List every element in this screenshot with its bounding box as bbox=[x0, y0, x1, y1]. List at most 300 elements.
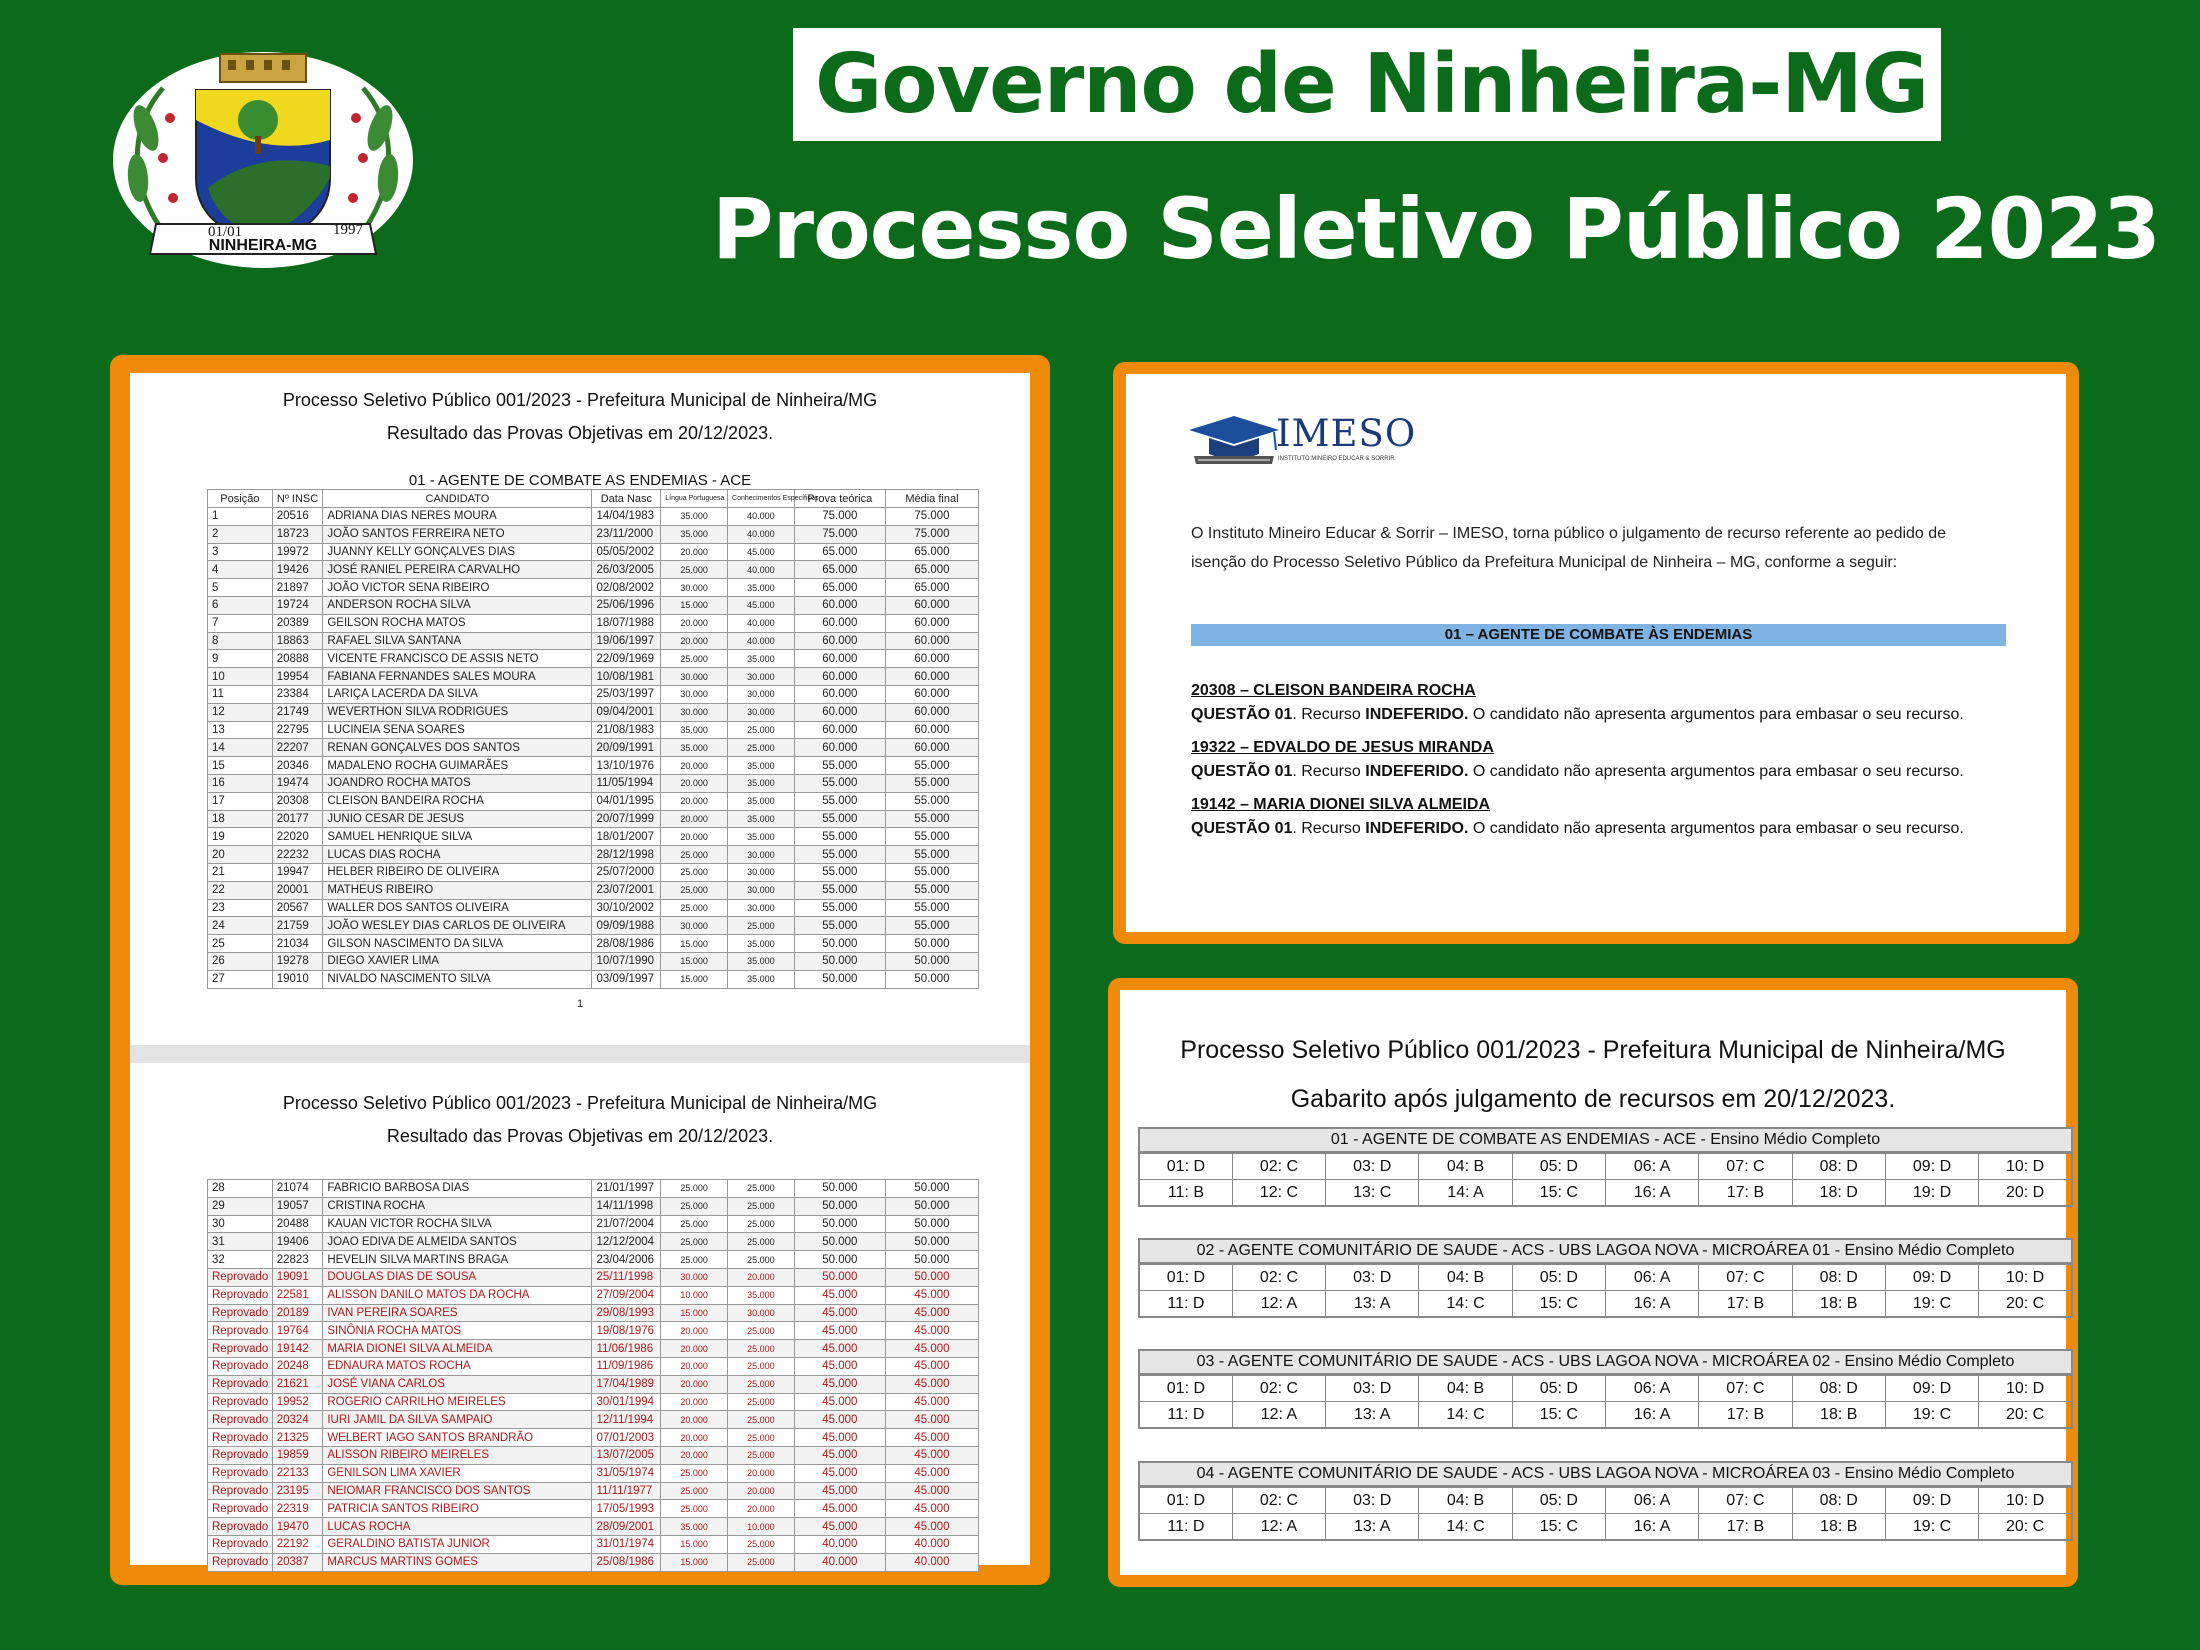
table-row bbox=[208, 508, 979, 526]
table-cell: 19426 bbox=[272, 561, 323, 579]
recurso-candidate: 19322 – EDVALDO DE JESUS MIRANDA bbox=[1191, 739, 1494, 756]
table-cell: 45.000 bbox=[885, 1286, 978, 1304]
table-cell: 2 bbox=[208, 525, 273, 543]
table-cell: 19406 bbox=[272, 1233, 323, 1251]
gabarito-row bbox=[1139, 1488, 2072, 1514]
table-cell: Reprovado bbox=[208, 1535, 273, 1553]
table-cell: 40.000 bbox=[885, 1553, 978, 1571]
recurso-candidate: 20308 – CLEISON BANDEIRA ROCHA bbox=[1191, 682, 1476, 699]
table-cell: ANDERSON ROCHA SILVA bbox=[323, 596, 592, 614]
table-cell: 04/01/1995 bbox=[592, 792, 661, 810]
table-cell: 45.000 bbox=[885, 1411, 978, 1429]
table-cell: 17/04/1989 bbox=[592, 1375, 661, 1393]
table-cell: 20.000 bbox=[661, 774, 728, 792]
table-row bbox=[208, 899, 979, 917]
table-cell: 50.000 bbox=[794, 1268, 885, 1286]
table-cell: JOSÉ VIANA CARLOS bbox=[323, 1375, 592, 1393]
table-cell: 22/09/1969 bbox=[592, 650, 661, 668]
table-cell: 35.000 bbox=[728, 952, 795, 970]
table-cell: 25.000 bbox=[728, 1446, 795, 1464]
table-cell: 65.000 bbox=[794, 561, 885, 579]
gabarito-answer: 18: B bbox=[1792, 1291, 1885, 1318]
table-cell: 25.000 bbox=[728, 1393, 795, 1411]
recurso-item bbox=[1191, 682, 2001, 725]
table-cell: 45.000 bbox=[794, 1375, 885, 1393]
table-cell: 20888 bbox=[272, 650, 323, 668]
table-cell: Reprovado bbox=[208, 1411, 273, 1429]
gabarito-answer: 12: A bbox=[1232, 1291, 1325, 1318]
table-row bbox=[208, 1304, 979, 1322]
table-cell: 30.000 bbox=[728, 668, 795, 686]
table-cell: 45.000 bbox=[794, 1340, 885, 1358]
table-cell: 20189 bbox=[272, 1304, 323, 1322]
table-row bbox=[208, 774, 979, 792]
gabarito-answer: 07: C bbox=[1699, 1154, 1792, 1180]
gabarito-row bbox=[1139, 1402, 2072, 1429]
table-cell: 07/01/2003 bbox=[592, 1429, 661, 1447]
table-cell: 22319 bbox=[272, 1500, 323, 1518]
table-cell: 25.000 bbox=[661, 1215, 728, 1233]
table-row bbox=[208, 828, 979, 846]
table-cell: 20.000 bbox=[661, 1429, 728, 1447]
table-cell: 19764 bbox=[272, 1322, 323, 1340]
gabarito-answer: 20: C bbox=[1979, 1514, 2072, 1541]
table-cell: 18863 bbox=[272, 632, 323, 650]
recurso-text-a: . Recurso bbox=[1292, 763, 1366, 780]
table-cell: 50.000 bbox=[885, 952, 978, 970]
results-page-2 bbox=[130, 1063, 1030, 1569]
table-cell: 55.000 bbox=[885, 792, 978, 810]
table-cell: 09/04/2001 bbox=[592, 703, 661, 721]
imeso-intro: O Instituto Mineiro Educar & Sorrir – IMESO, torna público o julgamento de recurso referente ao pedido de isenção do Processo Seletivo Público da Prefeitura Municipal de Ninheira – MG, conforme a seguir: bbox=[1191, 525, 1947, 571]
gabarito-table bbox=[1138, 1153, 2073, 1207]
gabarito-answer: 03: D bbox=[1326, 1265, 1419, 1291]
gabarito-answer: 11: D bbox=[1139, 1514, 1232, 1541]
table-cell: 19278 bbox=[272, 952, 323, 970]
table-cell: 23/07/2001 bbox=[592, 881, 661, 899]
table-cell: 19972 bbox=[272, 543, 323, 561]
table-cell: EDNAURA MATOS ROCHA bbox=[323, 1357, 592, 1375]
gabarito-answer: 04: B bbox=[1419, 1154, 1512, 1180]
table-cell: ALISSON RIBEIRO MEIRELES bbox=[323, 1446, 592, 1464]
table-cell: ROGERIO CARRILHO MEIRELES bbox=[323, 1393, 592, 1411]
table-cell: CRISTINA ROCHA bbox=[323, 1197, 592, 1215]
table-cell: 45.000 bbox=[885, 1322, 978, 1340]
table-cell: 27/09/2004 bbox=[592, 1286, 661, 1304]
recurso-candidate: 19142 – MARIA DIONEI SILVA ALMEIDA bbox=[1191, 796, 1491, 813]
table-cell: 15.000 bbox=[661, 935, 728, 953]
table-cell: 31/05/1974 bbox=[592, 1464, 661, 1482]
table-cell: 30.000 bbox=[661, 668, 728, 686]
table-cell: 35.000 bbox=[661, 1518, 728, 1536]
gabarito-answer: 03: D bbox=[1326, 1154, 1419, 1180]
table-cell: 15.000 bbox=[661, 1535, 728, 1553]
table-cell: 50.000 bbox=[794, 952, 885, 970]
gabarito-answer: 05: D bbox=[1512, 1265, 1605, 1291]
table-cell: 20387 bbox=[272, 1553, 323, 1571]
table-cell: 21/01/1997 bbox=[592, 1180, 661, 1198]
table-cell: Reprovado bbox=[208, 1553, 273, 1571]
main-title: Processo Seletivo Público 2023 bbox=[712, 180, 2160, 278]
table-cell: 11/06/1986 bbox=[592, 1340, 661, 1358]
table-cell: 35.000 bbox=[728, 579, 795, 597]
table-cell: 30.000 bbox=[728, 1304, 795, 1322]
table-cell: 21/08/1983 bbox=[592, 721, 661, 739]
column-header: Média final bbox=[885, 490, 978, 508]
table-cell: 25.000 bbox=[661, 899, 728, 917]
table-cell: 18723 bbox=[272, 525, 323, 543]
recurso-text-c: O candidato não apresenta argumentos para embasar o seu recurso. bbox=[1468, 820, 1964, 837]
table-cell: 24 bbox=[208, 917, 273, 935]
table-cell: 60.000 bbox=[794, 668, 885, 686]
table-cell: 45.000 bbox=[885, 1446, 978, 1464]
table-cell: 31 bbox=[208, 1233, 273, 1251]
table-cell: 45.000 bbox=[728, 543, 795, 561]
table-cell: 15.000 bbox=[661, 1553, 728, 1571]
gabarito-answer: 04: B bbox=[1419, 1376, 1512, 1402]
results-title-2: Processo Seletivo Público 001/2023 - Prefeitura Municipal de Ninheira/MG bbox=[282, 1093, 878, 1113]
recurso-text-c: O candidato não apresenta argumentos para embasar o seu recurso. bbox=[1468, 706, 1964, 723]
recurso-text bbox=[1191, 705, 2001, 725]
table-cell: 25/11/1998 bbox=[592, 1268, 661, 1286]
table-cell: 11/09/1986 bbox=[592, 1357, 661, 1375]
table-cell: 28/08/1986 bbox=[592, 935, 661, 953]
table-cell: VICENTE FRANCISCO DE ASSIS NETO bbox=[323, 650, 592, 668]
table-cell: KAUAN VICTOR ROCHA SILVA bbox=[323, 1215, 592, 1233]
table-cell: 50.000 bbox=[794, 970, 885, 988]
table-row bbox=[208, 1215, 979, 1233]
table-cell: 60.000 bbox=[885, 703, 978, 721]
table-cell: JOSÉ RANIEL PEREIRA CARVALHO bbox=[323, 561, 592, 579]
table-row bbox=[208, 846, 979, 864]
table-cell: 45.000 bbox=[885, 1393, 978, 1411]
table-cell: LARIÇA LACERDA DA SILVA bbox=[323, 685, 592, 703]
table-cell: 4 bbox=[208, 561, 273, 579]
table-cell: JUANNY KELLY GONÇALVES DIAS bbox=[323, 543, 592, 561]
gabarito-answer: 13: A bbox=[1326, 1402, 1419, 1429]
gabarito-answer: 12: A bbox=[1232, 1402, 1325, 1429]
gabarito-answer: 04: B bbox=[1419, 1265, 1512, 1291]
table-cell: IURI JAMIL DA SILVA SAMPAIO bbox=[323, 1411, 592, 1429]
table-row bbox=[208, 935, 979, 953]
table-cell: 45.000 bbox=[885, 1500, 978, 1518]
table-cell: 45.000 bbox=[794, 1446, 885, 1464]
table-row bbox=[208, 1180, 979, 1198]
table-cell: 45.000 bbox=[794, 1518, 885, 1536]
gabarito-answer: 17: B bbox=[1699, 1291, 1792, 1318]
gabarito-answer: 06: A bbox=[1605, 1376, 1698, 1402]
gabarito-row bbox=[1139, 1180, 2072, 1207]
table-cell: 18/07/1988 bbox=[592, 614, 661, 632]
table-cell: 60.000 bbox=[794, 632, 885, 650]
table-cell: 65.000 bbox=[885, 561, 978, 579]
emblem-name: NINHEIRA-MG bbox=[208, 237, 318, 254]
table-cell: Reprovado bbox=[208, 1429, 273, 1447]
table-cell: 03/09/1997 bbox=[592, 970, 661, 988]
table-cell: 25.000 bbox=[728, 1322, 795, 1340]
table-cell: 45.000 bbox=[885, 1482, 978, 1500]
table-row bbox=[208, 1322, 979, 1340]
table-cell: 40.000 bbox=[728, 614, 795, 632]
table-cell: 30/10/2002 bbox=[592, 899, 661, 917]
table-cell: 50.000 bbox=[794, 1233, 885, 1251]
table-cell: 45.000 bbox=[885, 1375, 978, 1393]
table-cell: 50.000 bbox=[885, 970, 978, 988]
gabarito-block bbox=[1138, 1461, 2073, 1541]
table-cell: 40.000 bbox=[728, 561, 795, 579]
table-cell: 30.000 bbox=[661, 703, 728, 721]
table-cell: 50.000 bbox=[885, 1180, 978, 1198]
table-cell: JOAO EDIVA DE ALMEIDA SANTOS bbox=[323, 1233, 592, 1251]
table-cell: 27 bbox=[208, 970, 273, 988]
gabarito-answer: 03: D bbox=[1326, 1488, 1419, 1514]
table-cell: 60.000 bbox=[885, 632, 978, 650]
table-cell: 20.000 bbox=[728, 1464, 795, 1482]
table-cell: 35.000 bbox=[728, 650, 795, 668]
imeso-logo-subtitle: INSTITUTO MINEIRO EDUCAR & SORRIR bbox=[1278, 456, 1395, 462]
table-cell: 23195 bbox=[272, 1482, 323, 1500]
results-panel bbox=[110, 355, 1050, 1585]
gabarito-answer: 12: A bbox=[1232, 1514, 1325, 1541]
gabarito-answer: 11: B bbox=[1139, 1180, 1232, 1207]
table-cell: 28 bbox=[208, 1180, 273, 1198]
table-cell: 55.000 bbox=[794, 917, 885, 935]
gabarito-block-title: 01 - AGENTE DE COMBATE AS ENDEMIAS - ACE - Ensino Médio Completo bbox=[1138, 1127, 2073, 1153]
table-cell: 13/07/2005 bbox=[592, 1446, 661, 1464]
table-cell: Reprovado bbox=[208, 1304, 273, 1322]
table-cell: 15.000 bbox=[661, 970, 728, 988]
recurso-status: INDEFERIDO. bbox=[1365, 706, 1469, 723]
recurso-text bbox=[1191, 819, 2001, 839]
table-cell: 23 bbox=[208, 899, 273, 917]
table-cell: Reprovado bbox=[208, 1393, 273, 1411]
table-cell: 35.000 bbox=[728, 828, 795, 846]
table-cell: MADALENO ROCHA GUIMARÃES bbox=[323, 757, 592, 775]
column-header: Língua Portuguesa bbox=[661, 490, 728, 508]
table-cell: 55.000 bbox=[794, 757, 885, 775]
table-row bbox=[208, 1411, 979, 1429]
table-cell: 22192 bbox=[272, 1535, 323, 1553]
gabarito-answer: 06: A bbox=[1605, 1488, 1698, 1514]
recurso-item bbox=[1191, 796, 2001, 839]
table-cell: 60.000 bbox=[885, 685, 978, 703]
gabarito-table bbox=[1138, 1375, 2073, 1429]
table-cell: 21621 bbox=[272, 1375, 323, 1393]
table-cell: 10/07/1990 bbox=[592, 952, 661, 970]
table-cell: 30.000 bbox=[661, 1268, 728, 1286]
gabarito-answer: 11: D bbox=[1139, 1402, 1232, 1429]
column-header: Prova teórica bbox=[794, 490, 885, 508]
table-cell: 19724 bbox=[272, 596, 323, 614]
table-cell: 35.000 bbox=[728, 792, 795, 810]
gabarito-answer: 06: A bbox=[1605, 1154, 1698, 1180]
gabarito-answer: 14: C bbox=[1419, 1514, 1512, 1541]
table-cell: 1 bbox=[208, 508, 273, 526]
table-cell: 20.000 bbox=[661, 543, 728, 561]
table-cell: 22207 bbox=[272, 739, 323, 757]
gabarito-row bbox=[1139, 1376, 2072, 1402]
table-cell: 30.000 bbox=[728, 703, 795, 721]
table-cell: 20.000 bbox=[661, 1411, 728, 1429]
table-cell: 25.000 bbox=[661, 1500, 728, 1518]
gabarito-answer: 10: D bbox=[1979, 1376, 2072, 1402]
table-cell: 25.000 bbox=[661, 863, 728, 881]
table-cell: 20.000 bbox=[661, 1375, 728, 1393]
table-cell: 65.000 bbox=[885, 543, 978, 561]
table-cell: 22020 bbox=[272, 828, 323, 846]
table-row bbox=[208, 596, 979, 614]
table-row bbox=[208, 952, 979, 970]
table-cell: 22823 bbox=[272, 1251, 323, 1269]
table-row bbox=[208, 1251, 979, 1269]
table-cell: GENILSON LIMA XAVIER bbox=[323, 1464, 592, 1482]
table-cell: 20324 bbox=[272, 1411, 323, 1429]
table-cell: 25.000 bbox=[661, 1233, 728, 1251]
gabarito-answer: 11: D bbox=[1139, 1291, 1232, 1318]
table-cell: MARCUS MARTINS GOMES bbox=[323, 1553, 592, 1571]
table-cell: 55.000 bbox=[794, 828, 885, 846]
table-cell: 45.000 bbox=[794, 1393, 885, 1411]
table-cell: SAMUEL HENRIQUE SILVA bbox=[323, 828, 592, 846]
gabarito-answer: 16: A bbox=[1605, 1402, 1698, 1429]
table-cell: 17/05/1993 bbox=[592, 1500, 661, 1518]
table-row bbox=[208, 881, 979, 899]
gabarito-row bbox=[1139, 1265, 2072, 1291]
table-cell: 20.000 bbox=[661, 632, 728, 650]
table-cell: NIVALDO NASCIMENTO SILVA bbox=[323, 970, 592, 988]
gabarito-answer: 15: C bbox=[1512, 1514, 1605, 1541]
table-cell: 50.000 bbox=[794, 1215, 885, 1233]
table-cell: 25/08/1986 bbox=[592, 1553, 661, 1571]
table-cell: 30.000 bbox=[728, 846, 795, 864]
recurso-question: QUESTÃO 01 bbox=[1191, 763, 1293, 780]
table-cell: 25.000 bbox=[728, 1180, 795, 1198]
recurso-item bbox=[1191, 739, 2001, 782]
table-cell: 35.000 bbox=[661, 739, 728, 757]
imeso-page bbox=[1126, 374, 2066, 932]
table-cell: 55.000 bbox=[885, 757, 978, 775]
table-cell: 45.000 bbox=[728, 596, 795, 614]
table-cell: JOÃO VICTOR SENA RIBEIRO bbox=[323, 579, 592, 597]
results-page-1 bbox=[130, 373, 1030, 1045]
table-cell: 20 bbox=[208, 846, 273, 864]
table-cell: 45.000 bbox=[794, 1304, 885, 1322]
table-cell: PATRICIA SANTOS RIBEIRO bbox=[323, 1500, 592, 1518]
gabarito-answer: 16: A bbox=[1605, 1291, 1698, 1318]
table-cell: 35.000 bbox=[728, 970, 795, 988]
column-header: Posição bbox=[208, 490, 273, 508]
table-cell: 19947 bbox=[272, 863, 323, 881]
results-section-title: 01 - AGENTE DE COMBATE AS ENDEMIAS - ACE bbox=[408, 472, 752, 489]
table-cell: 31/01/1974 bbox=[592, 1535, 661, 1553]
table-cell: Reprovado bbox=[208, 1357, 273, 1375]
table-cell: 13/10/1976 bbox=[592, 757, 661, 775]
gabarito-answer: 15: C bbox=[1512, 1402, 1605, 1429]
table-cell: 55.000 bbox=[794, 774, 885, 792]
table-cell: 20488 bbox=[272, 1215, 323, 1233]
gabarito-block bbox=[1138, 1349, 2073, 1429]
table-cell: 23/04/2006 bbox=[592, 1251, 661, 1269]
table-cell: 26/03/2005 bbox=[592, 561, 661, 579]
gabarito-answer: 08: D bbox=[1792, 1265, 1885, 1291]
table-cell: 15 bbox=[208, 757, 273, 775]
table-cell: 50.000 bbox=[885, 1251, 978, 1269]
table-cell: IVAN PEREIRA SOARES bbox=[323, 1304, 592, 1322]
table-cell: 20346 bbox=[272, 757, 323, 775]
table-cell: 19954 bbox=[272, 668, 323, 686]
table-cell: 40.000 bbox=[728, 508, 795, 526]
table-cell: 25.000 bbox=[661, 561, 728, 579]
table-cell: 21759 bbox=[272, 917, 323, 935]
table-cell: 29 bbox=[208, 1197, 273, 1215]
gabarito-answer: 05: D bbox=[1512, 1488, 1605, 1514]
table-cell: 35.000 bbox=[728, 810, 795, 828]
table-cell: 20.000 bbox=[661, 1446, 728, 1464]
table-cell: JOANDRO ROCHA MATOS bbox=[323, 774, 592, 792]
table-cell: 45.000 bbox=[794, 1322, 885, 1340]
table-row bbox=[208, 525, 979, 543]
table-cell: 45.000 bbox=[885, 1518, 978, 1536]
table-cell: 25.000 bbox=[728, 1411, 795, 1429]
table-cell: 30.000 bbox=[728, 685, 795, 703]
table-cell: 9 bbox=[208, 650, 273, 668]
gabarito-table bbox=[1138, 1264, 2073, 1318]
gabarito-answer: 14: A bbox=[1419, 1180, 1512, 1207]
table-cell: 25.000 bbox=[728, 1197, 795, 1215]
table-cell: 20177 bbox=[272, 810, 323, 828]
table-cell: 65.000 bbox=[794, 543, 885, 561]
table-cell: 19952 bbox=[272, 1393, 323, 1411]
table-cell: 20516 bbox=[272, 508, 323, 526]
table-cell: 16 bbox=[208, 774, 273, 792]
table-row bbox=[208, 1357, 979, 1375]
gabarito-answer: 10: D bbox=[1979, 1488, 2072, 1514]
table-row bbox=[208, 917, 979, 935]
gabarito-answer: 13: C bbox=[1326, 1180, 1419, 1207]
table-cell: 5 bbox=[208, 579, 273, 597]
table-cell: 21034 bbox=[272, 935, 323, 953]
table-cell: ADRIANA DIAS NERES MOURA bbox=[323, 508, 592, 526]
gabarito-answer: 15: C bbox=[1512, 1180, 1605, 1207]
table-cell: 15.000 bbox=[661, 952, 728, 970]
table-cell: 30.000 bbox=[728, 899, 795, 917]
table-cell: 21074 bbox=[272, 1180, 323, 1198]
recurso-question: QUESTÃO 01 bbox=[1191, 706, 1293, 723]
table-cell: 7 bbox=[208, 614, 273, 632]
table-cell: GEILSON ROCHA MATOS bbox=[323, 614, 592, 632]
table-cell: MATHEUS RIBEIRO bbox=[323, 881, 592, 899]
table-row bbox=[208, 543, 979, 561]
table-cell: 32 bbox=[208, 1251, 273, 1269]
table-cell: 10.000 bbox=[728, 1518, 795, 1536]
table-cell: 40.000 bbox=[794, 1535, 885, 1553]
table-cell: ALISSON DANILO MATOS DA ROCHA bbox=[323, 1286, 592, 1304]
table-cell: Reprovado bbox=[208, 1375, 273, 1393]
gabarito-answer: 16: A bbox=[1605, 1180, 1698, 1207]
table-cell: FABRICIO BARBOSA DIAS bbox=[323, 1180, 592, 1198]
table-cell: 20.000 bbox=[661, 828, 728, 846]
table-cell: 35.000 bbox=[661, 721, 728, 739]
table-cell: 10.000 bbox=[661, 1286, 728, 1304]
gabarito-answer: 16: A bbox=[1605, 1514, 1698, 1541]
table-cell: 22232 bbox=[272, 846, 323, 864]
recurso-status: INDEFERIDO. bbox=[1365, 820, 1469, 837]
table-cell: 60.000 bbox=[794, 739, 885, 757]
table-cell: 60.000 bbox=[794, 703, 885, 721]
table-cell: 25.000 bbox=[728, 1251, 795, 1269]
results-table-page-1 bbox=[207, 489, 979, 989]
table-row bbox=[208, 1268, 979, 1286]
